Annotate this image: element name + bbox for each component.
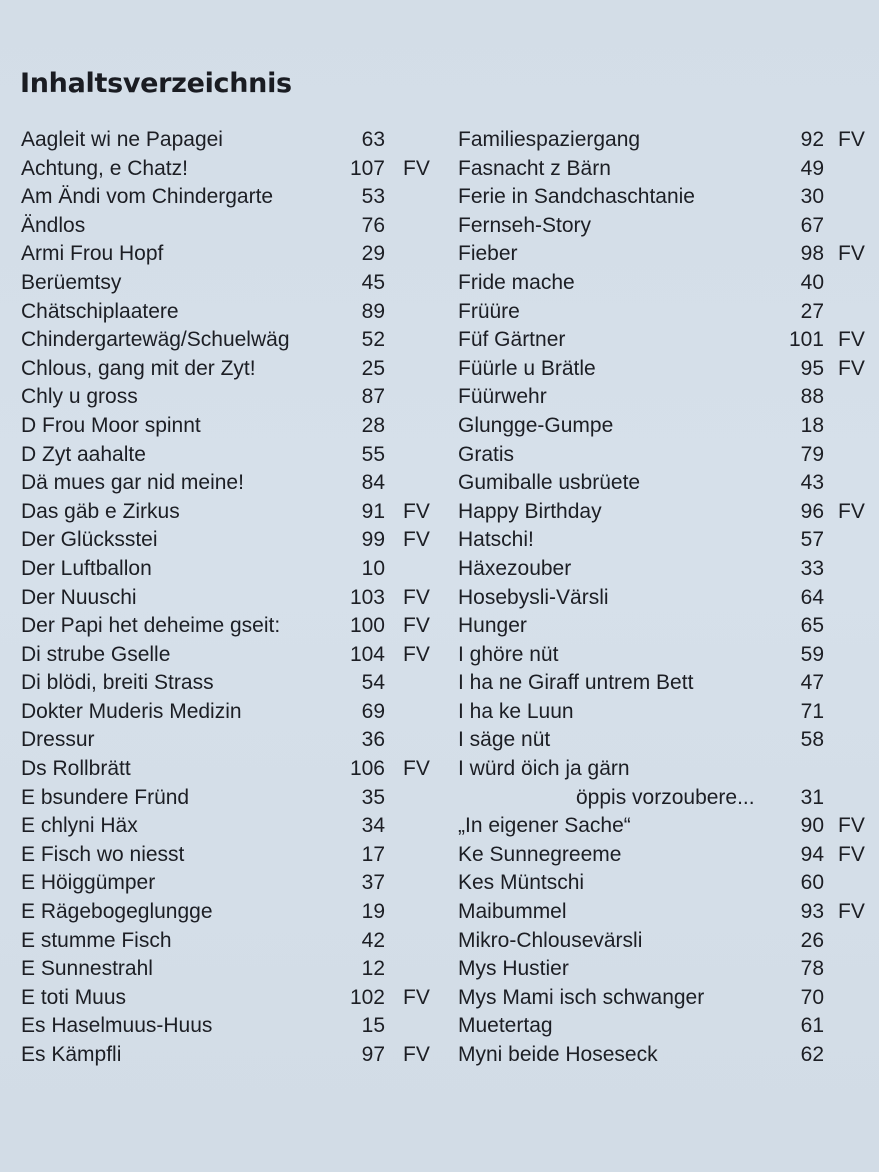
entry-title: Hosebysli-Värsli bbox=[458, 585, 609, 609]
entry-page-number: 104 bbox=[349, 642, 385, 666]
entry-page-number: 63 bbox=[361, 128, 385, 151]
entry-title: Früüre bbox=[458, 299, 520, 323]
entry-page-number: 99 bbox=[361, 528, 385, 552]
toc-entry bbox=[458, 441, 868, 470]
entry-fv-marker: FV bbox=[838, 900, 865, 924]
entry-page-number: 106 bbox=[349, 757, 385, 781]
entry-fv-marker: FV bbox=[403, 585, 430, 609]
toc-entry bbox=[21, 927, 441, 956]
entry-page-number: 92 bbox=[800, 128, 824, 151]
entry-page-number: 88 bbox=[800, 385, 824, 409]
toc-entry bbox=[458, 298, 868, 327]
toc-entry bbox=[458, 383, 868, 412]
toc-entry bbox=[458, 869, 868, 898]
toc-entry bbox=[21, 1012, 441, 1041]
toc-entry bbox=[21, 784, 441, 813]
entry-title: I ghöre nüt bbox=[458, 642, 559, 666]
entry-page-number: 65 bbox=[800, 614, 824, 638]
entry-page-number: 47 bbox=[800, 671, 824, 695]
toc-entry bbox=[458, 641, 868, 670]
toc-entry bbox=[21, 841, 441, 870]
toc-entry bbox=[21, 469, 441, 498]
entry-page-number: 87 bbox=[361, 385, 385, 409]
entry-page-number: 107 bbox=[349, 156, 385, 180]
entry-title: Ändlos bbox=[21, 213, 86, 237]
entry-title: E bsundere Fründ bbox=[21, 785, 190, 809]
toc-entry bbox=[21, 155, 441, 184]
entry-page-number: 69 bbox=[361, 699, 385, 723]
entry-page-number: 101 bbox=[788, 328, 824, 352]
entry-title: Ds Rollbrätt bbox=[21, 757, 131, 781]
entry-page-number: 49 bbox=[800, 156, 824, 180]
entry-title: Das gäb e Zirkus bbox=[21, 499, 180, 523]
toc-entry bbox=[21, 869, 441, 898]
entry-fv-marker: FV bbox=[403, 642, 430, 666]
entry-page-number: 55 bbox=[361, 442, 385, 466]
toc-entry bbox=[458, 812, 868, 841]
entry-title: Fernseh-Story bbox=[458, 213, 592, 237]
entry-page-number: 45 bbox=[361, 270, 385, 294]
entry-page-number: 79 bbox=[800, 442, 824, 466]
entry-page-number: 59 bbox=[800, 642, 824, 666]
entry-page-number: 34 bbox=[361, 814, 385, 838]
entry-title: Dressur bbox=[21, 728, 95, 752]
entry-title: I ha ne Giraff untrem Bett bbox=[458, 671, 694, 695]
entry-page-number: 67 bbox=[800, 213, 824, 237]
toc-entry bbox=[458, 612, 868, 641]
entry-fv-marker: FV bbox=[838, 328, 865, 352]
entry-title: Maibummel bbox=[458, 900, 567, 924]
entry-title: E chlyni Häx bbox=[21, 814, 138, 838]
entry-page-number: 62 bbox=[800, 1043, 824, 1066]
entry-title: Di strube Gselle bbox=[21, 642, 171, 666]
entry-fv-marker: FV bbox=[838, 842, 865, 866]
entry-page-number: 35 bbox=[361, 785, 385, 809]
entry-title: Mys Hustier bbox=[458, 957, 569, 981]
toc-entry bbox=[21, 555, 441, 584]
entry-title: Familiespaziergang bbox=[458, 128, 641, 151]
entry-title: Chly u gross bbox=[21, 385, 138, 409]
entry-page-number: 78 bbox=[800, 957, 824, 981]
entry-page-number: 27 bbox=[800, 299, 824, 323]
toc-entry bbox=[21, 612, 441, 641]
entry-fv-marker: FV bbox=[838, 128, 865, 151]
entry-title: Fasnacht z Bärn bbox=[458, 156, 611, 180]
entry-page-number: 40 bbox=[800, 270, 824, 294]
toc-entry bbox=[21, 240, 441, 269]
toc-entry bbox=[21, 269, 441, 298]
toc-entry bbox=[458, 555, 868, 584]
entry-page-number: 54 bbox=[361, 671, 385, 695]
toc-entry bbox=[21, 812, 441, 841]
toc-entry bbox=[458, 155, 868, 184]
entry-title: Gumiballe usbrüete bbox=[458, 471, 641, 495]
entry-page-number: 28 bbox=[361, 413, 385, 437]
entry-title: öppis vorzoubere... bbox=[576, 785, 755, 809]
entry-title: Armi Frou Hopf bbox=[21, 242, 164, 266]
entry-page-number: 19 bbox=[361, 900, 385, 924]
entry-page-number: 17 bbox=[361, 842, 385, 866]
entry-page-number: 18 bbox=[800, 413, 824, 437]
entry-page-number: 90 bbox=[800, 814, 824, 838]
entry-page-number: 71 bbox=[800, 699, 824, 723]
entry-page-number: 33 bbox=[800, 556, 824, 580]
toc-entry bbox=[458, 412, 868, 441]
entry-title: Hunger bbox=[458, 614, 527, 638]
entry-title: Fride mache bbox=[458, 270, 575, 294]
entry-page-number: 98 bbox=[800, 242, 824, 266]
entry-title: Der Papi het deheime gseit: bbox=[21, 614, 281, 638]
entry-page-number: 102 bbox=[349, 985, 385, 1009]
toc-entry bbox=[458, 269, 868, 298]
toc-entry bbox=[458, 240, 868, 269]
entry-page-number: 12 bbox=[361, 957, 385, 981]
entry-title: Di blödi, breiti Strass bbox=[21, 671, 214, 695]
entry-title: I säge nüt bbox=[458, 728, 551, 752]
toc-entry bbox=[21, 726, 441, 755]
entry-page-number: 57 bbox=[800, 528, 824, 552]
entry-page-number: 10 bbox=[361, 556, 385, 580]
entry-title: Ke Sunnegreeme bbox=[458, 842, 622, 866]
entry-title: Berüemtsy bbox=[21, 270, 122, 294]
entry-title: Der Glücksstei bbox=[21, 528, 158, 552]
toc-entry bbox=[458, 469, 868, 498]
toc-entry bbox=[458, 698, 868, 727]
entry-page-number: 52 bbox=[361, 328, 385, 352]
toc-entry bbox=[458, 183, 868, 212]
entry-fv-marker: FV bbox=[838, 356, 865, 380]
entry-page-number: 29 bbox=[361, 242, 385, 266]
entry-fv-marker: FV bbox=[838, 499, 865, 523]
entry-page-number: 100 bbox=[349, 614, 385, 638]
toc-entry bbox=[21, 498, 441, 527]
entry-page-number: 70 bbox=[800, 985, 824, 1009]
entry-page-number: 93 bbox=[800, 900, 824, 924]
toc-entry bbox=[458, 212, 868, 241]
entry-fv-marker: FV bbox=[403, 499, 430, 523]
entry-page-number: 76 bbox=[361, 213, 385, 237]
toc-column-right bbox=[458, 126, 868, 1070]
entry-title: Dä mues gar nid meine! bbox=[21, 471, 244, 495]
toc-entry bbox=[458, 726, 868, 755]
entry-page-number: 91 bbox=[361, 499, 385, 523]
entry-fv-marker: FV bbox=[838, 242, 865, 266]
entry-title: E stumme Fisch bbox=[21, 928, 172, 952]
entry-page-number: 97 bbox=[361, 1043, 385, 1066]
entry-title: Glungge-Gumpe bbox=[458, 413, 614, 437]
entry-title: Füürwehr bbox=[458, 385, 547, 409]
toc-entry bbox=[458, 841, 868, 870]
entry-page-number: 36 bbox=[361, 728, 385, 752]
entry-page-number: 58 bbox=[800, 728, 824, 752]
toc-entry bbox=[21, 584, 441, 613]
entry-title: Der Luftballon bbox=[21, 556, 152, 580]
entry-title: E toti Muus bbox=[21, 985, 127, 1009]
entry-title: Füürle u Brätle bbox=[458, 356, 596, 380]
entry-title: Myni beide Hoseseck bbox=[458, 1043, 658, 1066]
toc-entry bbox=[458, 784, 868, 813]
toc-column-left bbox=[21, 126, 441, 1070]
entry-title: D Frou Moor spinnt bbox=[21, 413, 201, 437]
entry-title: Es Haselmuus-Huus bbox=[21, 1014, 213, 1038]
toc-entry bbox=[458, 584, 868, 613]
toc-entry bbox=[458, 898, 868, 927]
toc-entry bbox=[21, 298, 441, 327]
entry-title: E Höiggümper bbox=[21, 871, 156, 895]
entry-page-number: 94 bbox=[800, 842, 824, 866]
entry-title: Der Nuuschi bbox=[21, 585, 137, 609]
entry-page-number: 61 bbox=[800, 1014, 824, 1038]
toc-entry bbox=[21, 326, 441, 355]
toc-entry bbox=[21, 641, 441, 670]
toc-entry bbox=[21, 698, 441, 727]
entry-fv-marker: FV bbox=[403, 757, 430, 781]
toc-entry bbox=[21, 1041, 441, 1070]
toc-entry bbox=[458, 955, 868, 984]
toc-entry bbox=[21, 383, 441, 412]
entry-title: Hatschi! bbox=[458, 528, 534, 552]
toc-entry bbox=[458, 1012, 868, 1041]
entry-title: E Fisch wo niesst bbox=[21, 842, 185, 866]
entry-page-number: 95 bbox=[800, 356, 824, 380]
entry-title: Aagleit wi ne Papagei bbox=[21, 128, 223, 151]
entry-page-number: 43 bbox=[800, 471, 824, 495]
toc-entry bbox=[21, 183, 441, 212]
entry-title: E Rägebogeglungge bbox=[21, 900, 213, 924]
entry-page-number: 64 bbox=[800, 585, 824, 609]
page-title: Inhaltsverzeichnis bbox=[20, 68, 292, 99]
toc-entry bbox=[458, 984, 868, 1013]
toc-entry bbox=[21, 669, 441, 698]
entry-fv-marker: FV bbox=[403, 985, 430, 1009]
toc-entry bbox=[21, 126, 441, 155]
entry-page-number: 96 bbox=[800, 499, 824, 523]
toc-entry bbox=[21, 526, 441, 555]
entry-page-number: 103 bbox=[349, 585, 385, 609]
toc-entry bbox=[458, 355, 868, 384]
entry-title: „In eigener Sache“ bbox=[458, 814, 631, 838]
entry-page-number: 37 bbox=[361, 871, 385, 895]
entry-fv-marker: FV bbox=[403, 156, 430, 180]
entry-title: I ha ke Luun bbox=[458, 699, 574, 723]
entry-page-number: 84 bbox=[361, 471, 385, 495]
entry-title: Es Kämpfli bbox=[21, 1043, 122, 1066]
entry-page-number: 30 bbox=[800, 185, 824, 209]
toc-entry bbox=[458, 669, 868, 698]
entry-title: Am Ändi vom Chindergarte bbox=[21, 185, 274, 209]
entry-page-number: 53 bbox=[361, 185, 385, 209]
entry-title: Gratis bbox=[458, 442, 515, 466]
toc-entry bbox=[458, 526, 868, 555]
entry-title: D Zyt aahalte bbox=[21, 442, 146, 466]
entry-page-number: 31 bbox=[800, 785, 824, 809]
toc-entry bbox=[21, 955, 441, 984]
toc-entry bbox=[21, 412, 441, 441]
entry-title: Mikro-Chlousevärsli bbox=[458, 928, 643, 952]
toc-entry bbox=[21, 984, 441, 1013]
toc-entry bbox=[458, 927, 868, 956]
entry-fv-marker: FV bbox=[403, 614, 430, 638]
entry-title: E Sunnestrahl bbox=[21, 957, 153, 981]
toc-entry bbox=[458, 1041, 868, 1070]
entry-title: Ferie in Sandchaschtanie bbox=[458, 185, 695, 209]
toc-entry bbox=[21, 755, 441, 784]
toc-entry bbox=[458, 498, 868, 527]
entry-title: Chindergartewäg/Schuelwäg bbox=[21, 328, 290, 352]
toc-entry bbox=[21, 898, 441, 927]
entry-title: Dokter Muderis Medizin bbox=[21, 699, 242, 723]
entry-fv-marker: FV bbox=[838, 814, 865, 838]
toc-entry bbox=[21, 212, 441, 241]
entry-title: Muetertag bbox=[458, 1014, 553, 1038]
entry-fv-marker: FV bbox=[403, 528, 430, 552]
entry-page-number: 89 bbox=[361, 299, 385, 323]
entry-title: Happy Birthday bbox=[458, 499, 602, 523]
entry-page-number: 26 bbox=[800, 928, 824, 952]
entry-title: Füf Gärtner bbox=[458, 328, 566, 352]
entry-page-number: 42 bbox=[361, 928, 385, 952]
entry-page-number: 60 bbox=[800, 871, 824, 895]
entry-page-number: 15 bbox=[361, 1014, 385, 1038]
entry-title: I würd öich ja gärn bbox=[458, 757, 630, 781]
toc-entry bbox=[458, 126, 868, 155]
toc-entry bbox=[21, 441, 441, 470]
entry-page-number: 25 bbox=[361, 356, 385, 380]
entry-title: Chlous, gang mit der Zyt! bbox=[21, 356, 256, 380]
toc-entry bbox=[21, 355, 441, 384]
entry-title: Chätschiplaatere bbox=[21, 299, 179, 323]
toc-entry bbox=[458, 326, 868, 355]
entry-title: Fieber bbox=[458, 242, 518, 266]
entry-title: Häxezouber bbox=[458, 556, 572, 580]
entry-title: Achtung, e Chatz! bbox=[21, 156, 188, 180]
entry-fv-marker: FV bbox=[403, 1043, 430, 1066]
entry-title: Kes Müntschi bbox=[458, 871, 585, 895]
entry-title: Mys Mami isch schwanger bbox=[458, 985, 705, 1009]
toc-entry bbox=[458, 755, 868, 784]
